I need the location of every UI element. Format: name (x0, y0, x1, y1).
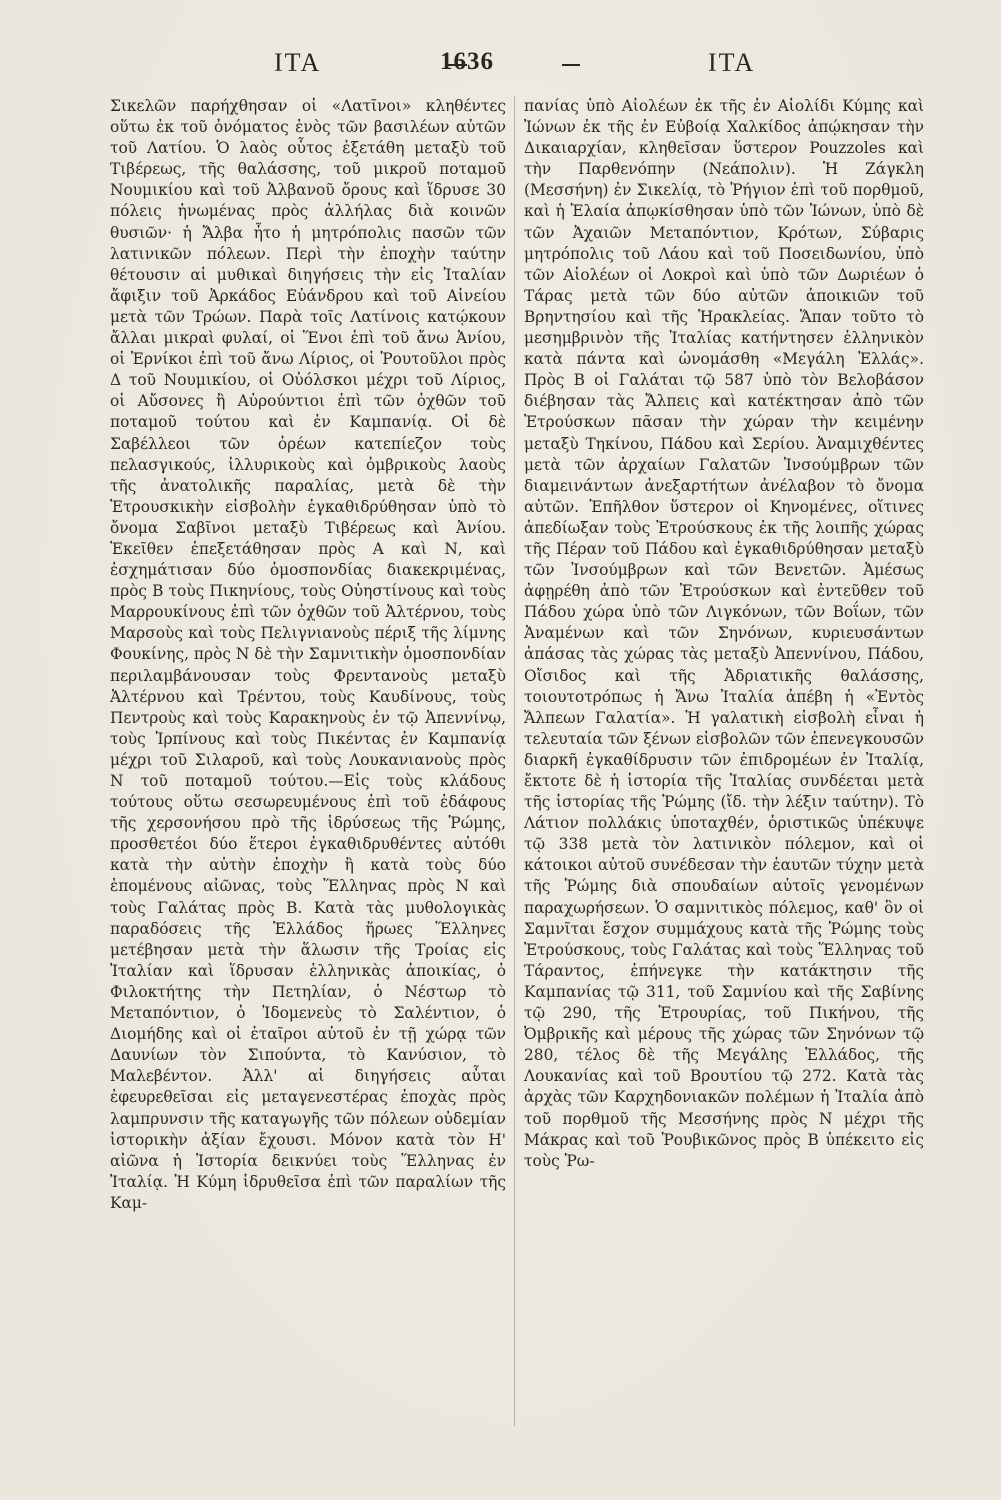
page-number: 1636 (440, 48, 494, 75)
right-column-text: πανίας ὑπὸ Αἰολέων ἐκ τῆς ἐν Αἰολίδι Κύμης καὶ Ἰώνων ἐκ τῆς ἐν Εὐβοίᾳ Χαλκίδος ἀπῴκησαν τὴν Δικαιαρχίαν, κληθεῖσαν ὕστερον Pouzzoles καὶ τὴν Παρθενόπην (Νεάπολιν). Ἡ Ζάγκλη (Μεσσήνη) ἐν Σικελίᾳ, τὸ Ῥήγιον ἐπὶ τοῦ πορθμοῦ, καὶ ἡ Ἐλαία ἀπῳκίσθησαν ὑπὸ τῶν Ἰώνων, ὑπὸ δὲ τῶν Ἀχαιῶν Μεταπόντιον, Κρότων, Σύβαρις μητρόπολις τοῦ Λάου καὶ τοῦ Ποσειδωνίου, ὑπὸ τῶν Αἰολέων οἱ Λοκροὶ καὶ ὑπὸ τῶν Δωριέων ὁ Τάρας μετὰ τῶν δύο αὐτῶν ἀποικιῶν τοῦ Βρηντησίου καὶ τῆς Ἡρακλείας. Ἅπαν τοῦτο τὸ μεσημβρινὸν τῆς Ἰταλίας κατήντησεν ἑλληνικὸν κατὰ πάντα καὶ ὠνομάσθη «Μεγάλη Ἑλλάς». Πρὸς Β οἱ Γαλάται τῷ 587 ὑπὸ τὸν Βελοβάσον διέβησαν τὰς Ἄλπεις καὶ κατέκτησαν ἀπὸ τῶν Ἐτρούσκων πᾶσαν τὴν χώραν τὴν κειμένην μεταξὺ Τηκίνου, Πάδου καὶ Σερίου. Ἀναμιχθέντες μετὰ τῶν ἀρχαίων Γαλατῶν Ἰνσούμβρων τῶν διαμεινάντων ἀνεξαρτήτων ἀνέλαβον τὸ ὄνομα αὐτῶν. Ἐπῆλθον ὕστερον οἱ Κηνομένες, οἵτινες ἀπεδίωξαν τοὺς Ἐτρούσκους ἐκ τῆς λοιπῆς χώρας τῆς Πέραν τοῦ Πάδου καὶ ἐγκαθιδρύθησαν μεταξὺ τῶν Ἰνσούμβρων καὶ τῶν Βενετῶν. Ἀμέσως ἀφῃρέθη ἀπὸ τῶν Ἐτρούσκων καὶ ἐντεῦθεν τοῦ Πάδου χώρα ὑπὸ τῶν Λιγκόνων, τῶν Βοΐων, τῶν Ἀναμένων καὶ τῶν Σηνόνων, κυριευσάντων ἁπάσας τὰς χώρας τὰς μεταξὺ Ἀπεννίνου, Πάδου, Οἴσιδος καὶ τῆς Ἀδριατικῆς θαλάσσης, τοιουτοτρόπως ἡ Ἄνω Ἰταλία ἀπέβη ἡ «Ἐντὸς Ἄλπεων Γαλατία». Ἡ γαλατικὴ εἰσβολὴ εἶναι ἡ τελευταία τῶν ξένων εἰσβολῶν τῶν ἐπενεγκουσῶν διαρκῆ ἐγκαθίδρυσιν τῶν ἐπιδρομέων ἐν Ἰταλίᾳ, ἔκτοτε δὲ ἡ ἱστορία τῆς Ἰταλίας συνδέεται μετὰ τῆς ἱστορίας τῆς Ῥώμης (ἴδ. τὴν λέξιν ταύτην). Τὸ Λάτιον πολλάκις ὑποταχθέν, ὁριστικῶς ὑπέκυψε τῷ 338 μετὰ τὸν λατινικὸν πόλεμον, καὶ οἱ κάτοικοι αὐτοῦ συνέδεσαν τὴν ἑαυτῶν τύχην μετὰ τῆς Ῥώμης διὰ σπουδαίων αὐτοῖς γενομένων παραχωρήσεων. Ὁ σαμνιτικὸς πόλεμος, καθ' ὃν οἱ Σαμνῖται ἔσχον συμμάχους κατὰ τῆς Ῥώμης τοὺς Ἐτρούσκους, τοὺς Γαλάτας καὶ τοὺς Ἕλληνας τοῦ Τάραντος, ἐπήνεγκε τὴν κατάκτησιν τῆς Καμπανίας τῷ 311, τοῦ Σαμνίου καὶ τῆς Σαβίνης τῷ 290, τῆς Ἐτρουρίας, τοῦ Πικήνου, τῆς Ὀμβρικῆς καὶ μέρους τῆς χώρας τῶν Σηνόνων τῷ 280, τέλος δὲ τῆς Μεγάλης Ἑλλάδος, τῆς Λουκανίας καὶ τοῦ Βρουτίου τῷ 272. Κατὰ τὰς ἀρχὰς τῶν Καρχηδονιακῶν πολέμων ἡ Ἰταλία ἀπὸ τοῦ πορθμοῦ τῆς Μεσσήνης πρὸς Ν μέχρι τῆς Μάκρας καὶ τοῦ Ῥουβικῶνος πρὸς Β ὑπέκειτο εἰς τοὺς Ῥω- (524, 97, 924, 1170)
left-column (110, 96, 506, 1214)
header-rule-right (562, 64, 580, 66)
header-left-keyword: ΙΤΑ (274, 48, 322, 77)
header-right-keyword: ΙΤΑ (708, 48, 756, 77)
page-header (110, 48, 940, 88)
column-divider (514, 96, 515, 1426)
right-column (524, 96, 924, 1172)
left-column-text: Σικελῶν παρήχθησαν οἱ «Λατῖνοι» κληθέντες οὕτω ἐκ τοῦ ὀνόματος ἑνὸς τῶν βασιλέων αὐτῶν τοῦ Λατίου. Ὁ λαὸς οὗτος ἐξετάθη μεταξὺ τοῦ Τιβέρεως, τῆς θαλάσσης, τοῦ μικροῦ ποταμοῦ Νουμικίου καὶ τοῦ Ἀλβανοῦ ὄρους καὶ ἵδρυσε 30 πόλεις ἡνωμένας πρὸς ἀλλήλας διὰ κοινῶν θυσιῶν· ἡ Ἄλβα ἦτο ἡ μητρόπολις πασῶν τῶν λατινικῶν πόλεων. Περὶ τὴν ἐποχὴν ταύτην θέτουσιν αἱ μυθικαὶ διηγήσεις τὴν εἰς Ἰταλίαν ἄφιξιν τοῦ Ἀρκάδος Εὐάνδρου καὶ τοῦ Αἰνείου μετὰ τῶν Τρώων. Παρὰ τοῖς Λατίνοις κατῴκουν ἄλλαι μικραὶ φυλαί, οἱ Ἕνοι ἐπὶ τοῦ ἄνω Ἀνίου, οἱ Ἐρνίκοι ἐπὶ τοῦ ἄνω Λίριος, οἱ Ῥουτοῦλοι πρὸς Δ τοῦ Νουμικίου, οἱ Οὐόλσκοι μέχρι τοῦ Λίριος, οἱ Αὔσονες ἢ Αὐρούντιοι ἐπὶ τῶν ὀχθῶν τοῦ ποταμοῦ τούτου καὶ ἐν Καμπανίᾳ. Οἱ δὲ Σαβέλλεοι τῶν ὀρέων κατεπίεζον τοὺς πελασγικούς, ἰλλυρικοὺς καὶ ὀμβρικοὺς λαοὺς τῆς ἀνατολικῆς παραλίας, μετὰ δὲ τὴν Ἐτρουσκικὴν εἰσβολὴν ἐγκαθιδρύθησαν ὑπὸ τὸ ὄνομα Σαβῖνοι μεταξὺ Τιβέρεως καὶ Ἀνίου. Ἐκεῖθεν ἐπεξετάθησαν πρὸς Α καὶ Ν, καὶ ἐσχημάτισαν δύο ὁμοσπονδίας διακεκριμένας, πρὸς Β τοὺς Πικηνίους, τοὺς Οὐηστίνους καὶ τοὺς Μαρρουκίνους ἐπὶ τῶν ὀχθῶν τοῦ Ἀλτέρνου, τοὺς Μαρσοὺς καὶ τοὺς Πελιγνιανοὺς πέριξ τῆς λίμνης Φουκίνης, πρὸς Ν δὲ τὴν Σαμνιτικὴν ὁμοσπονδίαν περιλαμβάνουσαν τοὺς Φρεντανοὺς μεταξὺ Ἀλτέρνου καὶ Τρέντου, τοὺς Καυδίνους, τοὺς Πεντροὺς καὶ τοὺς Καρακηνοὺς ἐν τῷ Ἀπεννίνῳ, τοὺς Ἱρπίνους καὶ τοὺς Πικέντας ἐν Καμπανίᾳ μέχρι τοῦ Σιλαροῦ, καὶ τοὺς Λουκανιανοὺς πρὸς Ν τοῦ ποταμοῦ τούτου.—Εἰς τοὺς κλάδους τούτους οὕτω σεσωρευμένους ἐπὶ τοῦ ἐδάφους τῆς χερσονήσου πρὸ τῆς ἱδρύσεως τῆς Ῥώμης, προσθετέοι δύο ἕτεροι ἐγκαθιδρυθέντες αὐτόθι κατὰ τὴν αὐτὴν ἐποχὴν ἢ κατὰ τοὺς δύο ἑπομένους αἰῶνας, τοὺς Ἕλληνας πρὸς Ν καὶ τοὺς Γαλάτας πρὸς Β. Κατὰ τὰς μυθολογικὰς παραδόσεις τῆς Ἑλλάδος ἥρωες Ἕλληνες μετέβησαν μετὰ τὴν ἅλωσιν τῆς Τροίας εἰς Ἰταλίαν καὶ ἵδρυσαν ἑλληνικὰς ἀποικίας, ὁ Φιλοκτήτης τὴν Πετηλίαν, ὁ Νέστωρ τὸ Μεταπόντιον, ὁ Ἰδομενεὺς τὸ Σαλέντιον, ὁ Διομήδης καὶ οἱ ἑταῖροι αὐτοῦ ἐν τῇ χώρᾳ τῶν Δαυνίων τὸν Σιπούντα, τὸ Κανύσιον, τὸ Μαλεβέντον. Ἀλλ' αἱ διηγήσεις αὗται ἐφευρεθεῖσαι εἰς μεταγενεστέρας ἐποχὰς πρὸς λαμπρυνσιν τῆς καταγωγῆς τῶν πόλεων οὐδεμίαν ἱστορικὴν ἀξίαν ἔχουσι. Μόνον κατὰ τὸν Η' αἰῶνα ἡ Ἱστορία δεικνύει τοὺς Ἕλληνας ἐν Ἰταλίᾳ. Ἡ Κύμη ἱδρυθεῖσα ἐπὶ τῶν παραλίων τῆς Καμ- (110, 97, 506, 1212)
